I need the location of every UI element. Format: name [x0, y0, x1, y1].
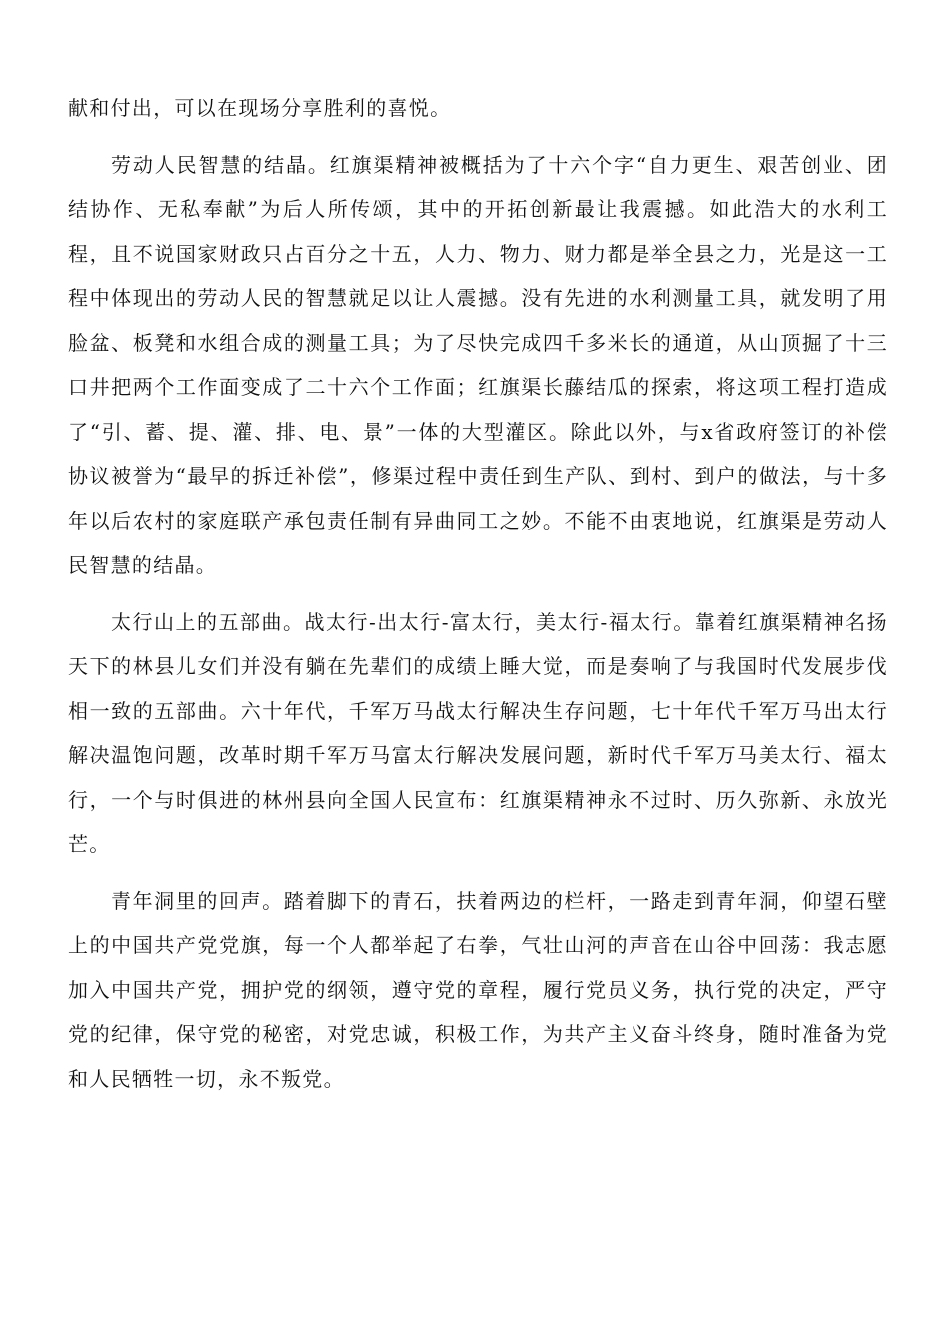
paragraph-five-movements: 太行山上的五部曲。战太行-出太行-富太行，美太行-福太行。靠着红旗渠精神名扬天下的林县儿女们并没有躺在先辈们的成绩上睡大觉，而是奏响了与我国时代发展步伐相一致的五部曲。六十年代，千军万马战太行解决生存问题，七十年代千军万马出太行解决温饱问题，改革时期千军万马富太行解决发展问题，新时代千军万马美太行、福太行，一个与时俱进的林州县向全国人民宣布：红旗渠精神永不过时、历久弥新、永放光芒。 — [68, 609, 888, 856]
paragraph-wisdom: 劳动人民智慧的结晶。红旗渠精神被概括为了十六个字“自力更生、艰苦创业、团结协作、无私奉献”为后人所传颂，其中的开拓创新最让我震撼。如此浩大的水利工程，且不说国家财政只占百分之十五，人力、物力、财力都是举全县之力，光是这一工程中体现出的劳动人民的智慧就足以让人震撼。没有先进的水利测量工具，就发明了用脸盆、板凳和水组合成的测量工具；为了尽快完成四千多米长的通道，从山顶掘了十三口井把两个工作面变成了二十六个工作面；红旗渠长藤结瓜的探索，将这项工程打造成了“引、蓄、提、灌、排、电、景”一体的大型灌区。除此以外，与x省政府签订的补偿协议被誉为“最早的拆迁补偿”，修渠过程中责任到生产队、到村、到户的做法，与十多年以后农村的家庭联产承包责任制有异曲同工之妙。不能不由衷地说，红旗渠是劳动人民智慧的结晶。 — [68, 152, 888, 577]
document-page — [68, 86, 888, 1113]
paragraph-youth-cave: 青年洞里的回声。踏着脚下的青石，扶着两边的栏杆，一路走到青年洞，仰望石壁上的中国共产党党旗，每一个人都举起了右拳，气壮山河的声音在山谷中回荡：我志愿加入中国共产党，拥护党的纲领，遵守党的章程，履行党员义务，执行党的决定，严守党的纪律，保守党的秘密，对党忠诚，积极工作，为共产主义奋斗终身，随时准备为党和人民牺牲一切，永不叛党。 — [68, 888, 888, 1091]
paragraph-continuation: 献和付出，可以在现场分享胜利的喜悦。 — [68, 96, 452, 120]
